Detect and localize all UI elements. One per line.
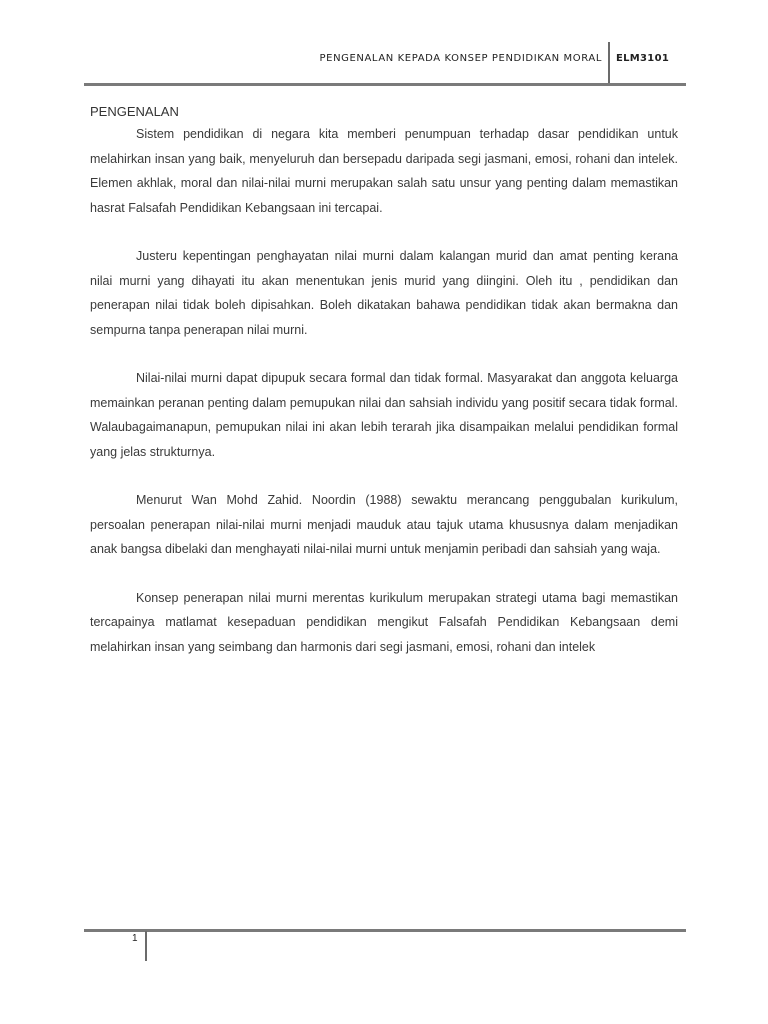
header-rule [84, 83, 686, 86]
footer-rule [84, 929, 686, 932]
paragraph-4: Menurut Wan Mohd Zahid. Noordin (1988) sewaktu merancang penggubalan kurikulum, persoalan penerapan nilai-nilai murni menjadi mauduk atau tajuk utama khususnya dalam menjadikan anak bangsa dibelaki dan menghayati nilai-nilai murni untuk menjamin peribadi dan sahsiah yang waja. [90, 493, 678, 556]
paragraph-5: Konsep penerapan nilai murni merentas kurikulum merupakan strategi utama bagi memastikan tercapainya matlamat kesepaduan pendidikan mengikut Falsafah Pendidikan Kebangsaan demi melahirkan insan yang seimbang dan harmonis dari segi jasmani, emosi, rohani dan intelek [90, 590, 678, 654]
document-body [90, 102, 678, 683]
page-number: 1 [132, 933, 138, 944]
section-heading: PENGENALAN [90, 104, 179, 119]
header-divider-vertical [608, 42, 610, 85]
header-title: PENGENALAN KEPADA KONSEP PENDIDIKAN MORAL [319, 53, 602, 64]
paragraph-2: Justeru kepentingan penghayatan nilai murni dalam kalangan murid dan amat penting kerana nilai murni yang dihayati itu akan menentukan jenis murid yang diingini. Oleh itu , pendidikan dan penerapan nilai tidak boleh dipisahkan. Boleh dikatakan bahawa pendidikan tidak akan bermakna dan sempurna tanpa penerapan nilai murni. [90, 249, 678, 337]
page-footer [84, 926, 686, 966]
course-code: ELM3101 [616, 53, 670, 64]
paragraph-3: Nilai-nilai murni dapat dipupuk secara formal dan tidak formal. Masyarakat dan anggota keluarga memainkan peranan penting dalam pemupukan nilai dan sahsiah individu yang positif secara tidak formal. Walaubagaimanapun, pemupukan nilai ini akan lebih terarah jika disampaikan melalui pendidikan formal yang jelas strukturnya. [90, 371, 678, 459]
page-header [84, 40, 686, 88]
footer-divider-vertical [145, 931, 147, 961]
paragraph-1: Sistem pendidikan di negara kita memberi penumpuan terhadap dasar pendidikan untuk melahirkan insan yang baik, menyeluruh dan bersepadu daripada segi jasmani, emosi, rohani dan intelek. Elemen akhlak, moral dan nilai-nilai murni merupakan salah satu unsur yang penting dalam memastikan hasrat Falsafah Pendidikan Kebangsaan ini tercapai. [90, 127, 678, 215]
